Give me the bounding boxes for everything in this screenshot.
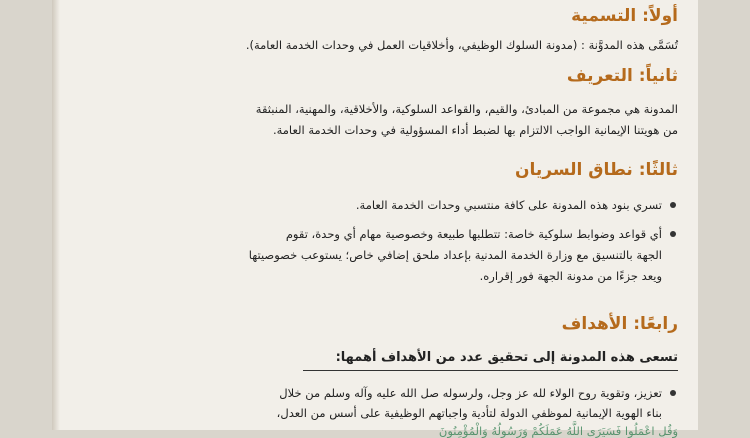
goals-intro: تسعى هذه المدونة إلى تحقيق عدد من الأهداف أهمها:	[335, 350, 678, 365]
goals-bullet-1	[68, 383, 678, 403]
bullet-dot	[670, 231, 676, 237]
scope-bullet-2-cont-1	[68, 245, 678, 265]
section-heading-scope: ثالثًا: نطاق السريان	[515, 160, 678, 180]
goals-intro-underline	[303, 370, 678, 371]
goals-bullet-1-line-2: بناء الهوية الإيمانية لموظفي الدولة لتأدية واجباتهم الوظيفية على أسس من العدل،	[276, 406, 662, 420]
section-heading-goals: رابعًا: الأهداف	[561, 314, 678, 334]
goals-bullet-1-cont	[68, 403, 678, 423]
scope-bullet-2	[68, 224, 678, 244]
scope-bullet-1	[68, 195, 678, 215]
document-page	[52, 0, 698, 438]
scope-bullet-2-line-1: أي قواعد وضوابط سلوكية خاصة: تتطلبها طبيعة وخصوصية مهام أي وحدة، تقوم	[285, 227, 662, 241]
section-heading-naming: أولاً: التسمية	[571, 6, 678, 26]
definition-line-2: من هويتنا الإيمانية الواجب الالتزام بها لضبط أداء المسؤولية في وحدات الخدمة العامة.	[272, 123, 678, 137]
scope-bullet-2-cont-2	[68, 266, 678, 286]
definition-line-1: المدونة هي مجموعة من المبادئ، والقيم، والقواعد السلوكية، والأخلاقية، والمهنية، المنبثقة	[255, 102, 678, 116]
quran-verse-partial: وَقُلِ اعْمَلُوا فَسَيَرَى اللَّهُ عَمَلَكُمْ وَرَسُولُهُ وَالْمُؤْمِنُونَ	[438, 424, 678, 438]
scope-bullet-2-line-3: ويعد جزءًا من مدونة الجهة فور إقراره.	[479, 269, 662, 283]
section-heading-definition: ثانياً: التعريف	[566, 66, 678, 86]
naming-text: تُسَمَّى هذه المدوَّنة : (مدونة السلوك الوظيفي، وأخلاقيات العمل في وحدات الخدمة العامة).	[245, 38, 678, 52]
goals-bullet-1-line-1: تعزيز، وتقوية روح الولاء لله عز وجل، ولرسوله صل الله عليه وآله وسلم من خلال	[279, 386, 662, 400]
scope-bullet-2-line-2: الجهة بالتنسيق مع وزارة الخدمة المدنية بإعداد ملحق إضافي خاص؛ يستوعب خصوصيتها	[248, 248, 662, 262]
scope-bullet-1-text: تسري بنود هذه المدونة على كافة منتسبي وحدات الخدمة العامة.	[355, 198, 662, 212]
bullet-dot	[670, 202, 676, 208]
bullet-dot	[670, 390, 676, 396]
